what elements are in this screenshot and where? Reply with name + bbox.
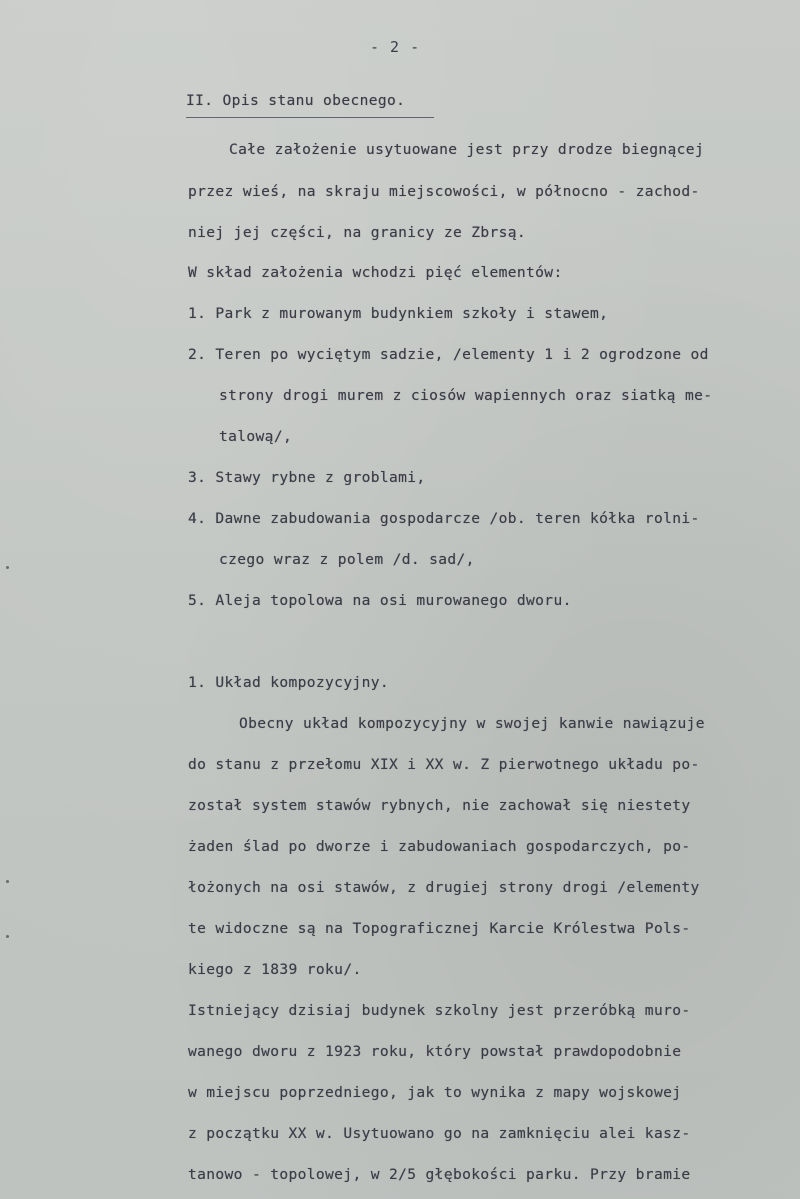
- heading-underline: [186, 117, 434, 118]
- margin-mark: [6, 935, 9, 938]
- text-line: przez wieś, na skraju miejscowości, w północno - zachod-: [188, 183, 700, 200]
- text-line: Obecny układ kompozycyjny w swojej kanwie nawiązuje: [239, 715, 705, 732]
- list-item: 5. Aleja topolowa na osi murowanego dworu.: [188, 592, 572, 609]
- text-line: został system stawów rybnych, nie zachował się niestety: [188, 797, 691, 814]
- text-line: niej jej części, na granicy ze Zbrsą.: [188, 224, 527, 241]
- text-line: Całe założenie usytuowane jest przy drodze biegnącej: [229, 141, 705, 158]
- margin-mark: [6, 880, 9, 883]
- text-line: w miejscu poprzedniego, jak to wynika z mapy wojskowej: [188, 1084, 682, 1101]
- text-line: czego wraz z polem /d. sad/,: [219, 551, 475, 568]
- list-item: 3. Stawy rybne z groblami,: [188, 469, 426, 486]
- text-line: kiego z 1839 roku/.: [188, 961, 362, 978]
- text-line: te widoczne są na Topograficznej Karcie Królestwa Pols-: [188, 920, 691, 937]
- text-line: do stanu z przełomu XIX i XX w. Z pierwotnego układu po-: [188, 756, 700, 773]
- text-line: Istniejący dzisiaj budynek szkolny jest przeróbką muro-: [188, 1002, 691, 1019]
- section-heading: II. Opis stanu obecnego.: [186, 92, 406, 109]
- text-line: tanowo - topolowej, w 2/5 głębokości parku. Przy bramie: [188, 1166, 691, 1183]
- text-line: żaden ślad po dworze i zabudowaniach gospodarczych, po-: [188, 838, 691, 855]
- subsection-heading: 1. Układ kompozycyjny.: [188, 674, 389, 691]
- text-line: talową/,: [219, 428, 293, 445]
- text-line: z początku XX w. Usytuowano go na zamknięciu alei kasz-: [188, 1125, 691, 1142]
- text-line: łożonych na osi stawów, z drugiej strony drogi /elementy: [188, 879, 700, 896]
- margin-mark: [6, 566, 9, 569]
- list-item: 1. Park z murowanym budynkiem szkoły i stawem,: [188, 305, 609, 322]
- list-item: 2. Teren po wyciętym sadzie, /elementy 1 i 2 ogrodzone od: [188, 346, 709, 363]
- list-item: 4. Dawne zabudowania gospodarcze /ob. teren kółka rolni-: [188, 510, 700, 527]
- text-line: wanego dworu z 1923 roku, który powstał prawdopodobnie: [188, 1043, 682, 1060]
- page-number: - 2 -: [370, 38, 421, 56]
- text-line: W skład założenia wchodzi pięć elementów:: [188, 264, 563, 281]
- text-line: strony drogi murem z ciosów wapiennych oraz siatką me-: [219, 387, 713, 404]
